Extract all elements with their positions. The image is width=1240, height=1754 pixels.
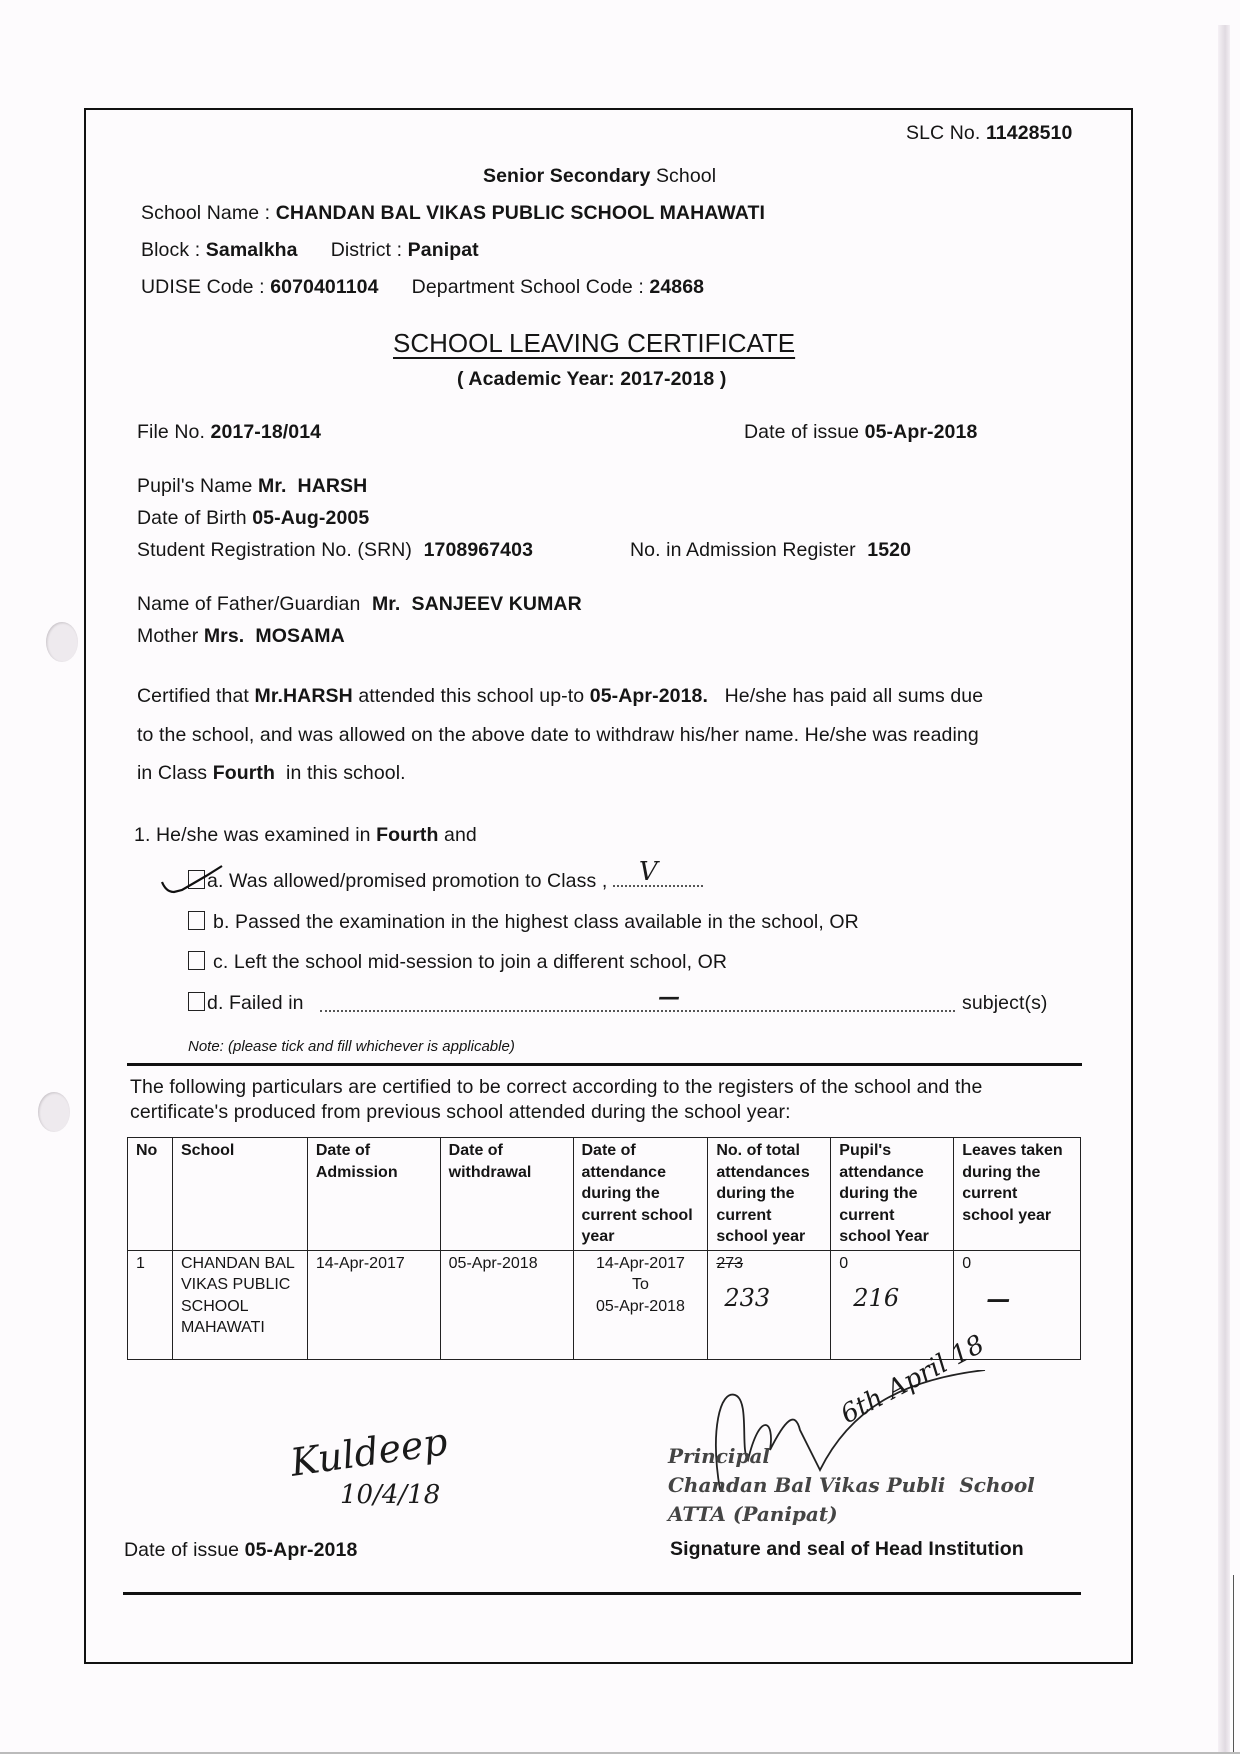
admission-register — [630, 539, 911, 562]
header-school: School — [172, 1138, 307, 1251]
admission-value: 1520 — [867, 539, 912, 561]
promotion-class-field[interactable] — [613, 857, 703, 887]
pupil-name-label: Pupil's Name — [137, 475, 253, 497]
srn-value: 1708967403 — [423, 539, 534, 561]
principal-signature-date: 6th April 18 — [835, 1329, 990, 1430]
school-name-line — [141, 202, 765, 225]
failed-subjects-field[interactable] — [320, 984, 955, 1012]
pupil-name — [137, 475, 367, 498]
cell-total-attendances — [708, 1250, 831, 1359]
option-d — [188, 992, 304, 1015]
certified-text: Certified that — [137, 685, 255, 707]
table-row — [128, 1250, 1081, 1359]
table-header-row — [128, 1138, 1081, 1251]
cell-school: CHANDAN BAL VIKAS PUBLIC SCHOOL MAHAWATI — [172, 1250, 307, 1359]
certified-text: in Class — [137, 762, 213, 784]
father-value: Mr. SANJEEV KUMAR — [371, 593, 582, 615]
attendance-from: 14-Apr-2017 — [595, 1254, 685, 1272]
cell-pupil-attendance — [831, 1250, 954, 1359]
cell-attendance-dates — [573, 1250, 708, 1359]
attendance-to-label: To — [631, 1276, 649, 1293]
date-issue-value: 05-Apr-2018 — [864, 421, 978, 443]
dob-value: 05-Aug-2005 — [252, 507, 370, 529]
seal-line-1: Principal — [668, 1444, 771, 1468]
certified-text: in this school. — [275, 762, 406, 784]
exam-intro-end: and — [438, 824, 477, 846]
header-total-attendances: No. of total attendances during the current school year — [708, 1138, 831, 1251]
school-name-value: CHANDAN BAL VIKAS PUBLIC SCHOOL MAHAWATI — [275, 202, 766, 224]
date-of-issue-top — [744, 421, 977, 444]
district-value: Panipat — [407, 239, 479, 261]
section-divider — [127, 1063, 1082, 1066]
header-no: No — [128, 1138, 173, 1251]
header-pupil-attendance: Pupil's attendance during the current school Year — [831, 1138, 954, 1251]
certified-line-2: to the school, and was allowed on the above date to withdraw his/her name. He/she was reading — [137, 724, 979, 746]
subjects-suffix: subject(s) — [962, 992, 1048, 1014]
option-d-label: d. Failed in — [207, 992, 304, 1014]
total-printed: 273 — [716, 1254, 744, 1272]
certificate-title: SCHOOL LEAVING CERTIFICATE — [393, 328, 796, 358]
dept-code-value: 24868 — [649, 276, 705, 298]
page-edge-shadow — [1218, 25, 1230, 1754]
failed-subjects-value: — — [658, 984, 680, 1010]
certified-line-3 — [137, 762, 406, 785]
seal-line-3: ATTA (Panipat) — [668, 1502, 838, 1526]
signature-caption: Signature and seal of Head Institution — [670, 1538, 1024, 1560]
dob-label: Date of Birth — [137, 507, 247, 529]
school-type-suffix: School — [655, 165, 717, 187]
mother-value: Mrs. MOSAMA — [203, 625, 345, 647]
punch-hole-bottom — [38, 1092, 70, 1132]
cell-no: 1 — [128, 1250, 173, 1359]
option-c-label: c. Left the school mid-session to join a different school, OR — [213, 951, 728, 973]
option-b-label: b. Passed the examination in the highest class available in the school, OR — [213, 911, 859, 933]
codes-line — [141, 276, 704, 299]
mother-label: Mother — [137, 625, 199, 647]
attendance-to: 05-Apr-2018 — [595, 1297, 685, 1315]
block-value: Samalkha — [205, 239, 298, 261]
exam-intro-text: 1. He/she was examined in — [134, 824, 377, 846]
header-leaves: Leaves taken during the current school year — [954, 1138, 1081, 1251]
slc-value: 11428510 — [985, 122, 1073, 144]
srn-line — [137, 539, 533, 562]
footer-date-value: 05-Apr-2018 — [244, 1539, 358, 1561]
certified-date: 05-Apr-2018. — [589, 685, 709, 707]
exam-intro — [134, 824, 477, 847]
file-no-label: File No. — [137, 421, 205, 443]
udise-value: 6070401104 — [270, 276, 379, 298]
cell-withdrawal: 05-Apr-2018 — [440, 1250, 573, 1359]
block-label: Block : — [141, 239, 201, 261]
file-number — [137, 421, 321, 444]
total-handwritten: 233 — [724, 1284, 771, 1312]
date-issue-label: Date of issue — [744, 421, 860, 443]
certified-text: He/she has paid all sums due — [708, 685, 984, 707]
certified-text: attended this school up-to — [352, 685, 590, 707]
option-a — [188, 857, 703, 893]
admission-label: No. in Admission Register — [630, 539, 856, 561]
option-b — [188, 911, 859, 934]
option-b-checkbox[interactable] — [188, 911, 205, 930]
header-admission: Date of Admission — [307, 1138, 440, 1251]
pupil-printed: 0 — [839, 1254, 849, 1272]
seal-line-2: Chandan Bal Vikas Publi School — [668, 1473, 1035, 1497]
mother-name — [137, 625, 345, 648]
udise-label: UDISE Code : — [141, 276, 265, 298]
exam-note: Note: (please tick and fill whichever is applicable) — [188, 1038, 515, 1055]
pupil-handwritten: 216 — [853, 1284, 900, 1312]
punch-hole-top — [46, 622, 78, 662]
certified-name: Mr.HARSH — [254, 685, 353, 707]
option-a-label: a. Was allowed/promised promotion to Class , — [207, 870, 608, 892]
district-label: District : — [330, 239, 403, 261]
option-d-checkbox[interactable] — [188, 992, 205, 1011]
cell-admission: 14-Apr-2017 — [307, 1250, 440, 1359]
option-c — [188, 951, 727, 974]
father-label: Name of Father/Guardian — [137, 593, 361, 615]
school-type-value: Senior Secondary — [483, 165, 651, 187]
clerk-signature: Kuldeep — [287, 1419, 451, 1485]
academic-year: ( Academic Year: 2017-2018 ) — [457, 368, 727, 390]
page-edge-line — [1233, 1575, 1234, 1754]
date-of-birth — [137, 507, 369, 530]
certified-line-1 — [137, 685, 983, 708]
footer-date-label: Date of issue — [124, 1539, 240, 1561]
slc-label: SLC No. — [906, 122, 981, 144]
block-district-line — [141, 239, 479, 262]
exam-class: Fourth — [376, 824, 439, 846]
promotion-class-value: V — [638, 857, 658, 887]
particulars-intro-2: certificate's produced from previous school attended during the school year: — [130, 1101, 791, 1123]
slc-number — [906, 122, 1072, 145]
particulars-table — [127, 1137, 1081, 1360]
particulars-intro-1: The following particulars are certified to be correct according to the registers of the school and the — [130, 1076, 983, 1098]
header-attendance-dates: Date of attendance during the current school year — [573, 1138, 708, 1251]
dept-code-label: Department School Code : — [411, 276, 644, 298]
certified-class: Fourth — [212, 762, 276, 784]
clerk-signature-date: 10/4/18 — [340, 1480, 441, 1510]
father-name — [137, 593, 582, 616]
srn-label: Student Registration No. (SRN) — [137, 539, 413, 561]
option-c-checkbox[interactable] — [188, 951, 205, 970]
header-withdrawal: Date of withdrawal — [440, 1138, 573, 1251]
footer-divider — [123, 1592, 1081, 1595]
checkmark-icon — [160, 862, 250, 896]
leaves-printed: 0 — [962, 1254, 972, 1272]
file-no-value: 2017-18/014 — [210, 421, 322, 443]
pupil-name-value: Mr. HARSH — [258, 475, 368, 497]
school-name-label: School Name : — [141, 202, 271, 224]
school-type — [483, 165, 716, 188]
leaves-handwritten: — — [986, 1284, 1011, 1313]
date-of-issue-bottom — [124, 1539, 357, 1562]
